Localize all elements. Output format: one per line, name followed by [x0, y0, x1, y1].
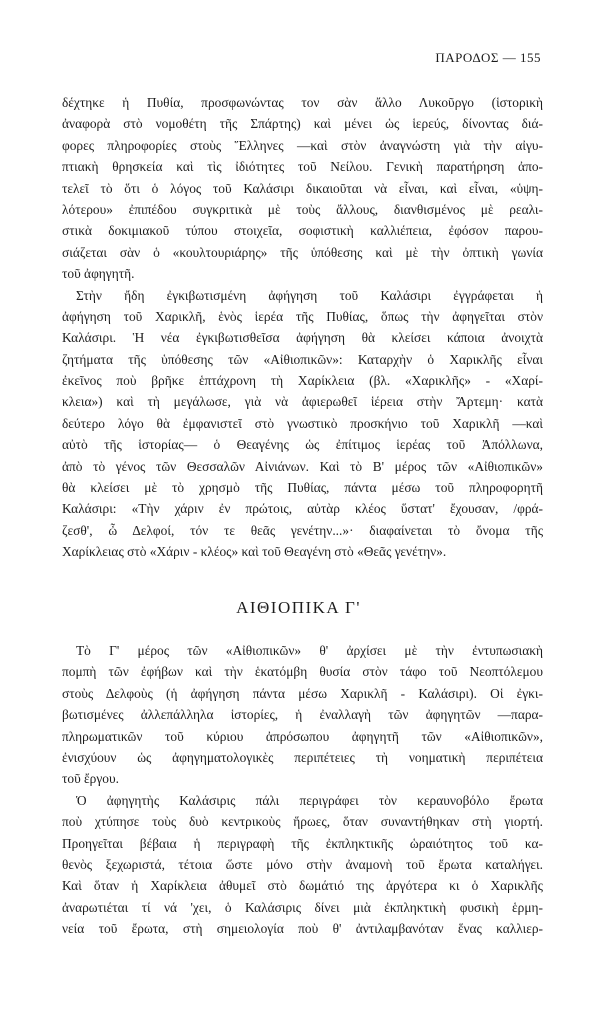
text-line: πληρωματικῶν τοῦ κύριου ἀπρόσωπου ἀφηγητῆ τῶν «Αἰθιοπικῶν», — [62, 728, 543, 744]
text-line: Ὁ ἀφηγητὴς Καλάσιρις πάλι περιγράφει τὸν κεραυνοβόλο ἔρωτα — [76, 792, 543, 808]
text-line: Χαρίκλειας στὸ «Χάριν - κλέος» καὶ τοῦ Θεαγένη στὸ «Θεᾶς γενέτην». — [62, 544, 447, 560]
running-head: ΠΑΡΟΔΟΣ — 155 — [435, 50, 541, 65]
text-line: ἀναφορὰ στὸ νομοθέτη τῆς Σπάρτης) καὶ μένει ὡς ἱερεύς, δίνοντας διά- — [62, 116, 543, 132]
text-line: Τὸ Γ' μέρος τῶν «Αἰθιοπικῶν» θ' ἀρχίσει μὲ τὴν ἐντυπωσιακὴ — [76, 643, 543, 658]
text-line: λότερου» ἐπιπέδου συγκριτικὰ μὲ τοὺς ἄλλους, διανθισμένος μὲ ρεαλι- — [62, 201, 543, 217]
text-line: Στὴν ἤδη ἐγκιβωτισμένη ἀφήγηση τοῦ Καλάσιρι ἐγγράφεται ἡ — [76, 287, 543, 303]
text-line: σιάζεται σὰν ὁ «κουλτουριάρης» τῆς ὑπόθεσης καὶ μὲ τὴν ὀπτικὴ γωνία — [62, 244, 543, 260]
text-line: θὰ κλείσει μὲ τὸ χρησμὸ τῆς Πυθίας, πάντα μέσω τοῦ πληροφορητῆ — [62, 480, 543, 496]
text-line: τοῦ ἔργου. — [62, 771, 119, 787]
text-line: βωτισμένες ἀλλεπάλληλα ἱστορίες, ἡ ἐναλλαγὴ τῶν ἀφηγητῶν —παρα- — [62, 707, 543, 723]
text-line: τοῦ ἀφηγητῆ. — [62, 266, 135, 282]
text-line: Καλάσιρι: «Τὴν χάριν ἐν πρώτοις, αὐτὰρ κλέος ὕστατ' ἔχουσαν, /φρά- — [62, 501, 543, 517]
text-line: θενὸς ξεχωριστά, τέτοια ὥστε μόνο στὴν ἀναμονὴ τοῦ ἔρωτα καταλήγει. — [62, 856, 543, 872]
text-line: Προηγεῖται βέβαια ἡ περιγραφὴ τῆς ἐκπληκτικῆς ὡραιότητος τοῦ κα- — [62, 835, 543, 851]
text-line: ἐνισχύουν ὡς ἀφηγηματολογικὲς περιπέτειες τὴ νοηματικὴ περιπέτεια — [62, 749, 543, 765]
text-line: Καλάσιρι. Ἡ νέα ἐγκιβωτισθεῖσα ἀφήγηση θὰ κλείσει κάποια ἀνοιχτὰ — [62, 330, 543, 346]
text-line: φορες πληροφορίες στοὺς Ἕλληνες —καὶ στὸν ἀναγνώστη γιὰ τὴν αἰγυ- — [62, 137, 543, 153]
text-line: τελεῖ τὸ ὅτι ὁ λόγος τοῦ Καλάσιρι δικαιοῦται νὰ εἶναι, καὶ εἶναι, «ὑψη- — [62, 180, 543, 196]
text-line: νεία τοῦ ἔρωτα, στὴ σημειολογία ποὺ θ' ἀντιλαμβανόταν ἕνας καλλιερ- — [62, 921, 543, 937]
text-line: ἀναρωτιέται τί νά 'χει, ὁ Καλάσιρις δίνει μιὰ ἐκπληκτικὴ φυσικὴ ἑρμη- — [62, 899, 543, 915]
text-line: στοὺς Δελφοὺς (ἡ ἀφήγηση πάντα μέσω Χαρικλῆ - Καλάσιρι). Οἱ ἐγκι- — [62, 685, 543, 701]
text-line: ζητήματα τῆς ὑπόθεσης τῶν «Αἰθιοπικῶν»: Καταρχὴν ὁ Χαρικλῆς εἶναι — [62, 351, 543, 367]
text-line: πτιακὴ θρησκεία καὶ τὶς ἰδιότητες τοῦ Νείλου. Γενικὴ παρατήρηση ἀπο- — [62, 159, 543, 175]
text-line: Καὶ ὅταν ἡ Χαρίκλεια ἀθυμεῖ στὸ δωμάτιό της ἀργότερα κι ὁ Χαρικλῆς — [62, 878, 543, 894]
text-line: ἐκεῖνος ποὺ βρῆκε ἑπτάχρονη τὴ Χαρίκλεια (βλ. «Χαρικλῆς» - «Χαρί- — [62, 373, 543, 389]
text-line: ποὺ χτύπησε τοὺς δυὸ κεντρικοὺς ἥρωες, ὅταν συναντήθηκαν στὴ γιορτή. — [62, 814, 543, 830]
text-line: ἀπὸ τὸ γένος τῶν Θεσσαλῶν Αἰνιάνων. Καὶ τὸ Β' μέρος τῶν «Αἰθιοπικῶν» — [62, 458, 543, 474]
text-line: αὐτὸ τῆς ἱστορίας— ὁ Θεαγένης ὡς ἐπίτιμος ἱερέας τοῦ Ἀπόλλωνα, — [62, 437, 543, 453]
text-line: κλεια») καὶ τὴ μεγάλωσε, γιὰ νὰ ἀφιερωθεῖ ἱέρεια στὴν Ἄρτεμη· κατὰ — [62, 394, 543, 410]
text-line: πομπὴ τῶν ἐφήβων καὶ τὴν ἑκατόμβη θυσία στὸν τάφο τοῦ Νεοπτόλεμου — [62, 664, 543, 680]
text-line: δέχτηκε ἡ Πυθία, προσφωνώντας τον σὰν ἄλλο Λυκοῦργο (ἱστορικὴ — [62, 95, 543, 110]
section-heading: ΑΙΘΙΟΠΙΚΑ Γ' — [236, 598, 361, 617]
text-line: ζεσθ', ὦ Δελφοί, τόν τε θεᾶς γενέτην...»· διαφαίνεται τὸ ὄνομα τῆς — [62, 522, 543, 538]
text-line: δεύτερο λόγο θὰ ἐμφανιστεῖ στὸ γνωστικὸ προσκήνιο τοῦ Χαρικλῆ —καὶ — [62, 415, 543, 431]
text-line: ἀφήγηση τοῦ Χαρικλῆ, ἑνὸς ἱερέα τῆς Πυθίας, ὅπως τὴν ἀφηγεῖται στὸν — [62, 308, 543, 324]
text-line: στικὰ δοκιμιακοῦ τύπου στοιχεῖα, σοφιστικὴ καλλιέπεια, ἐφόσον παρου- — [62, 223, 543, 239]
text-block-bottom — [62, 640, 543, 939]
text-block-top — [62, 92, 543, 563]
